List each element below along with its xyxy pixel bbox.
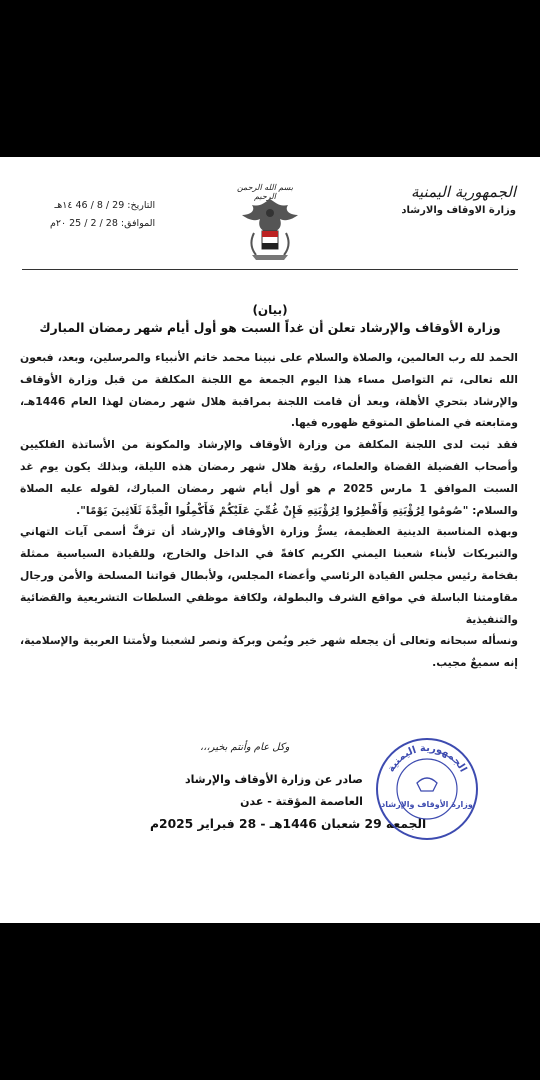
body-paragraph: الحمد لله رب العالمين، والصلاة والسلام على نبينا محمد خاتم الأنبياء والمرسلين، وبعد، فبعون الله تعالى، تم التواصل مساء هذا اليوم الجمعة مع اللجنة المكلفة من قبل وزارة الأوقاف والإرشاد بتحري الأهلة، وبعد أن قامت اللجنة بمراقبة هلال شهر رمضان لهذا العام 1446هـ، ومتابعته في المناطق المتوقع ظهوره فيها. [20, 351, 518, 430]
ministry-name: وزارة الاوقاف والارشاد [401, 205, 516, 216]
issuer-city: العاصمة المؤقتة - عدن [240, 795, 363, 808]
body-paragraph: ونسأله سبحانه وتعالى أن يجعله شهر خير ويُمن وبركة ونصر لشعبنا ولأمتنا العربية والإسلامية، إنه سميعٌ مجيب. [20, 634, 518, 670]
issue-date: الجمعة 29 شعبان 1446هـ - 28 فبراير 2025م [150, 817, 427, 831]
statement-body [20, 347, 518, 674]
body-paragraph: فقد ثبت لدى اللجنة المكلفة من وزارة الأوقاف والإرشاد والمكونة من الأساتذة الفلكيين وأصحاب الفضيلة القضاة والعلماء، رؤية هلال شهر رمضان هذه الليلة، وبذلك يكون يوم غد السبت الموافق 1 مارس 2025 م هو أول أيام شهر رمضان المبارك، لقوله عليه الصلاة والسلام: "صُومُوا لِرُؤْيَتِهِ وَأَفْطِرُوا لِرُؤْيَتِهِ فَإِنْ غُمِّيَ عَلَيْكُمْ فَأَكْمِلُوا الْعِدَّةَ ثَلَاثِينَ يَوْمًا". [20, 438, 518, 517]
yemen-emblem-icon [238, 193, 302, 263]
issuer-name: صادر عن وزارة الأوقاف والإرشاد [185, 773, 363, 786]
letterhead-dates [50, 197, 155, 233]
stamp-ring-text: الجمهورية اليمنية [385, 742, 469, 775]
statement-title: وزارة الأوقاف والإرشاد تعلن أن غداً السبت هو أول أيام شهر رمضان المبارك [39, 321, 501, 335]
issuer-block [185, 769, 363, 813]
closing-greeting: وكل عام وأنتم بخير،،، [200, 742, 290, 753]
gregorian-date: الموافق: 28 / 2 / 25 ٢٠م [50, 218, 156, 229]
document-page [0, 157, 540, 923]
body-paragraph: وبهذه المناسبة الدينية العظيمة، يسرُّ وزارة الأوقاف والإرشاد أن تزفَّ أسمى آيات التهاني والتبريكات لأبناء شعبنا اليمني الكريم كافةً في الداخل والخارج، وللقيادة السياسية ممثلة بفخامة رئيس مجلس القيادة الرئاسي وأعضاء المجلس، ولأبطال قواتنا المسلحة والأمن ورجال مقاومتنا الباسلة في مواقع الشرف والبطولة، ولكافة موظفي السلطات التشريعية والقضائية والتنفيذية [20, 525, 518, 626]
letterhead-right [401, 183, 516, 216]
ministry-stamp-icon [373, 735, 481, 843]
republic-name: الجمهورية اليمنية [410, 183, 516, 201]
header-divider [22, 269, 518, 270]
bismillah: بسم الله الرحمن الرحيم [236, 183, 294, 201]
hijri-date: التاريخ: 29 / 8 / 46 ١٤هـ [54, 200, 156, 211]
statement-subject: (بيان) [252, 303, 288, 317]
stamp-center-text: وزارة الأوقاف والإرشاد [381, 800, 473, 809]
